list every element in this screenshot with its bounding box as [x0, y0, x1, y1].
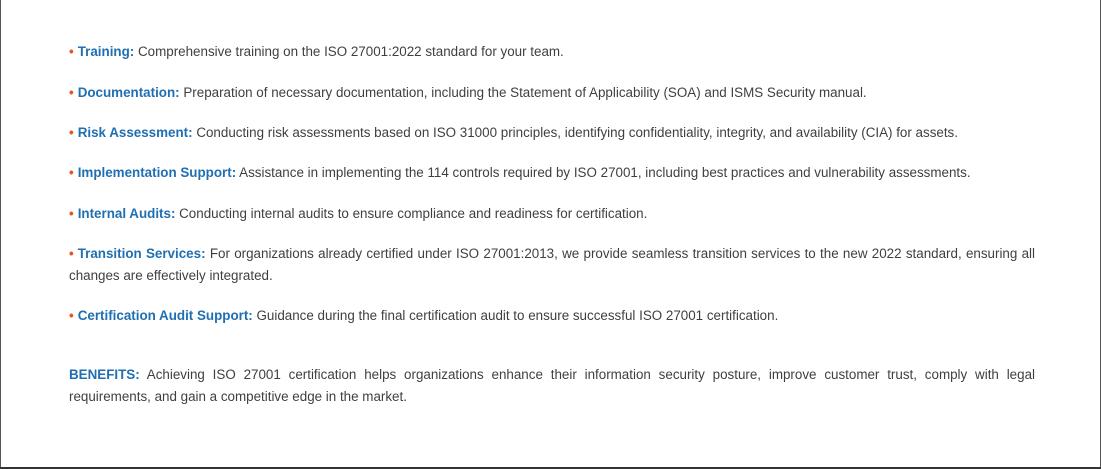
item-label: Internal Audits:	[77, 206, 176, 221]
item-label: Implementation Support:	[77, 165, 237, 180]
item-label: Certification Audit Support:	[77, 308, 253, 323]
item-label: Transition Services:	[77, 246, 206, 261]
list-item-training	[69, 41, 1035, 63]
bullet-icon: •	[69, 85, 74, 100]
bullet-icon: •	[69, 246, 74, 261]
list-item-certification-audit-support	[69, 305, 1035, 327]
benefits-label: BENEFITS:	[69, 367, 140, 382]
benefits-text: Achieving ISO 27001 certification helps organizations enhance their information security posture, improve customer trust, comply with legal requirements, and gain a competitive edge in the market.	[69, 367, 1035, 404]
list-item-implementation-support	[69, 162, 1035, 184]
frame-left-border	[0, 0, 1, 469]
bullet-icon: •	[69, 165, 74, 180]
bullet-icon: •	[69, 44, 74, 59]
item-text: Comprehensive training on the ISO 27001:2022 standard for your team.	[137, 44, 564, 59]
item-label: Risk Assessment:	[77, 125, 193, 140]
list-item-documentation	[69, 82, 1035, 104]
benefits-paragraph	[69, 364, 1035, 408]
list-item-risk-assessment	[69, 122, 1035, 144]
item-text: Conducting internal audits to ensure compliance and readiness for certification.	[179, 206, 648, 221]
bullet-icon: •	[69, 308, 74, 323]
item-text: Assistance in implementing the 114 controls required by ISO 27001, including best practices and vulnerability assessments.	[239, 165, 971, 180]
list-item-transition-services	[69, 243, 1035, 287]
bullet-icon: •	[69, 125, 74, 140]
item-text: Preparation of necessary documentation, including the Statement of Applicability (SOA) and ISMS Security manual.	[183, 85, 867, 100]
item-text: Conducting risk assessments based on ISO 31000 principles, identifying confidentiality, integrity, and availability (CIA) for assets.	[196, 125, 958, 140]
bullet-icon: •	[69, 206, 74, 221]
item-text: Guidance during the final certification audit to ensure successful ISO 27001 certification.	[256, 308, 779, 323]
list-item-internal-audits	[69, 203, 1035, 225]
item-label: Training:	[77, 44, 135, 59]
item-text: For organizations already certified under ISO 27001:2013, we provide seamless transition services to the new 2022 standard, ensuring all changes are effectively integrated.	[69, 246, 1035, 283]
item-label: Documentation:	[77, 85, 180, 100]
